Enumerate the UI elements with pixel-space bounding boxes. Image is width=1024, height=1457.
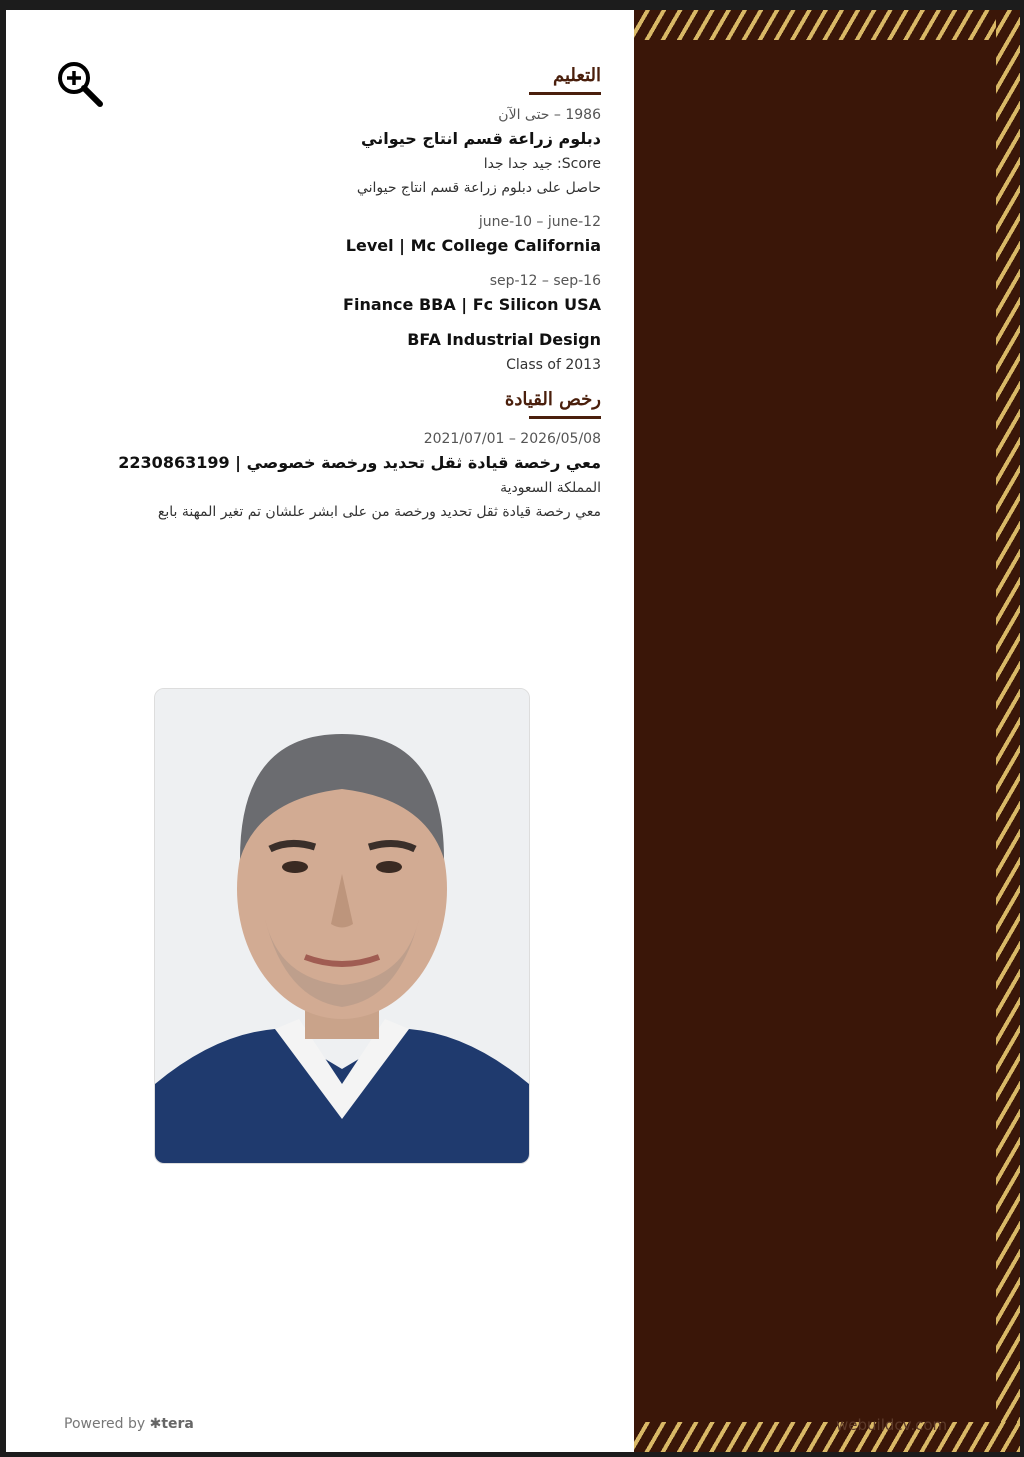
entry-degree: BFA Industrial Design <box>407 330 601 349</box>
education-entry <box>81 214 601 255</box>
entry-degree: Level | Mc College California <box>345 236 601 255</box>
license-country: المملكة السعودية <box>500 480 601 496</box>
education-title: التعليم <box>553 65 601 86</box>
education-entry <box>81 107 601 196</box>
entry-description: حاصل على دبلوم زراعة قسم انتاج حيواني <box>356 180 601 196</box>
site-watermark: webuildcv.com <box>836 1416 948 1434</box>
main-content <box>81 65 601 528</box>
title-underline <box>529 92 601 95</box>
entry-date: sep-12 – sep-16 <box>489 273 601 289</box>
entry-degree: دبلوم زراعة قسم انتاج حيواني <box>361 129 601 148</box>
entry-date: june-10 – june-12 <box>478 214 601 230</box>
education-entry <box>81 330 601 373</box>
stripe-border-top <box>634 10 1020 40</box>
cv-page <box>6 10 1020 1452</box>
license-title: معي رخصة قيادة ثقل تحديد ورخصة خصوصي | 2230863199 <box>118 453 601 472</box>
title-underline <box>529 416 601 419</box>
stripe-border-right <box>996 10 1020 1452</box>
license-entry <box>81 431 601 520</box>
license-description: معي رخصة قيادة ثقل تحديد ورخصة من على ابشر علشان تم تغير المهنة بابع <box>157 504 601 520</box>
brand-logo: tera <box>161 1416 194 1432</box>
licenses-title: رخص القيادة <box>504 389 601 410</box>
powered-by-label: Powered by <box>64 1416 146 1432</box>
entry-extra: Class of 2013 <box>506 357 601 373</box>
license-date: 2026/05/08 – 2021/07/01 <box>423 431 601 447</box>
stripe-border-bottom <box>634 1422 1020 1452</box>
entry-score: Score: جيد جدا جدا <box>483 156 601 172</box>
education-entry <box>81 273 601 314</box>
entry-date: 1986 – حتى الآن <box>498 107 601 123</box>
powered-by: Powered by ✱tera <box>64 1416 194 1432</box>
entry-degree: Finance BBA | Fc Silicon USA <box>343 295 601 314</box>
profile-photo <box>154 688 530 1164</box>
sidebar <box>634 10 1020 1452</box>
